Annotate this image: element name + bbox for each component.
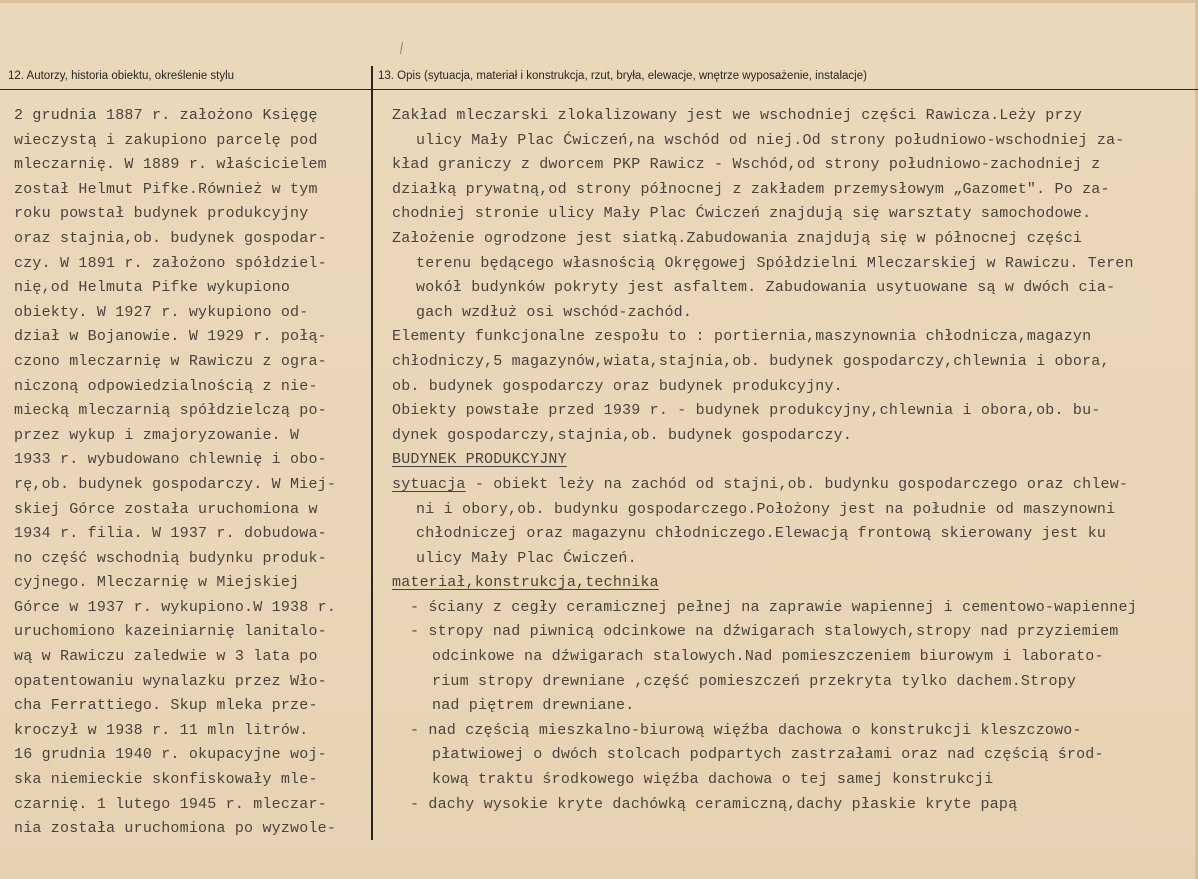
- history-line: skiej Górce została uruchomiona w: [14, 500, 318, 518]
- description-line: wokół budynków pokryty jest asfaltem. Zabudowania usytuowane są w dwóch cia-: [416, 279, 1116, 297]
- history-line: dział w Bojanowie. W 1929 r. połą-: [14, 328, 327, 346]
- header-rule-left: [0, 89, 372, 90]
- column-divider: [371, 66, 373, 840]
- history-line: czy. W 1891 r. założono spółdziel-: [14, 254, 327, 272]
- description-line: - stropy nad piwnicą odcinkowe na dźwigarach stalowych,stropy nad przyziemiem: [410, 623, 1119, 641]
- description-line: odcinkowe na dźwigarach stalowych.Nad pomieszczeniem biurowym i laborato-: [432, 648, 1104, 666]
- history-line: obiekty. W 1927 r. wykupiono od-: [14, 303, 309, 321]
- description-line: chłodniczej oraz magazynu chłodniczego.Elewacją frontową skierowany jest ku: [416, 525, 1107, 543]
- description-line: rium stropy drewniane ,część pomieszczeń przekryta tylko dachem.Stropy: [432, 672, 1077, 690]
- history-line: mleczarnię. W 1889 r. właścicielem: [14, 156, 327, 174]
- history-line: no część wschodnią budynku produk-: [14, 549, 327, 567]
- history-line: cyjnego. Mleczarnię w Miejskiej: [14, 574, 300, 592]
- section-13-header: 13. Opis (sytuacja, materiał i konstrukcja, rzut, bryła, elewacje, wnętrze wyposażenie, instalacje): [378, 70, 867, 82]
- history-line: rę,ob. budynek gospodarczy. W Miej-: [14, 475, 337, 493]
- description-line: dynek gospodarczy,stajnia,ob. budynek gospodarczy.: [392, 426, 853, 444]
- history-line: opatentowaniu wynalazku przez Wło-: [14, 672, 327, 690]
- description-line: ulicy Mały Plac Ćwiczeń.: [416, 549, 637, 567]
- description-line: ulicy Mały Plac Ćwiczeń,na wschód od niej.Od strony południowo-wschodniej za-: [416, 131, 1125, 149]
- history-line: 16 grudnia 1940 r. okupacyjne woj-: [14, 746, 327, 764]
- description-line: Elementy funkcjonalne zespołu to : portiernia,maszynownia chłodnicza,magazyn: [392, 328, 1092, 346]
- description-line: materiał,konstrukcja,technika: [392, 574, 659, 592]
- description-line: - ściany z cegły ceramicznej pełnej na zaprawie wapiennej i cementowo-wapiennej: [410, 598, 1137, 616]
- history-line: 2 grudnia 1887 r. założono Księgę: [14, 107, 318, 124]
- history-line: oraz stajnia,ob. budynek gospodar-: [14, 229, 327, 247]
- paper-top-edge: [0, 0, 1198, 3]
- description-line: kową traktu środkowego więźba dachowa o tej samej konstrukcji: [432, 771, 994, 789]
- pencil-mark: [400, 42, 403, 54]
- history-line: czarnię. 1 lutego 1945 r. mleczar-: [14, 795, 327, 813]
- header-rule-right: [372, 89, 1198, 90]
- history-line: Górce w 1937 r. wykupiono.W 1938 r.: [14, 598, 337, 616]
- description-line: chłodniczy,5 magazynów,wiata,stajnia,ob. budynek gospodarczy,chlewnia i obora,: [392, 352, 1110, 370]
- history-line: nia została uruchomiona po wyzwole-: [14, 820, 337, 838]
- description-line: sytuacja - obiekt leży na zachód od stajni,ob. budynku gospodarczego oraz chlew-: [392, 475, 1129, 493]
- description-line: - dachy wysokie kryte dachówką ceramiczną,dachy płaskie kryte papą: [410, 795, 1018, 813]
- history-line: został Helmut Pifke.Również w tym: [14, 180, 318, 198]
- description-line: Obiekty powstałe przed 1939 r. - budynek produkcyjny,chlewnia i obora,ob. bu-: [392, 402, 1101, 420]
- description-line: nad piętrem drewniane.: [432, 697, 635, 715]
- history-line: czono mleczarnię w Rawiczu z ogra-: [14, 352, 327, 370]
- history-text-column: [14, 104, 370, 842]
- history-line: kroczył w 1938 r. 11 mln litrów.: [14, 721, 309, 739]
- description-line: kład graniczy z dworcem PKP Rawicz - Wschód,od strony południowo-zachodniej z: [392, 156, 1101, 174]
- description-line: ob. budynek gospodarczy oraz budynek produkcyjny.: [392, 377, 843, 395]
- history-line: roku powstał budynek produkcyjny: [14, 205, 309, 223]
- history-line: cha Ferrattiego. Skup mleka prze-: [14, 697, 318, 715]
- description-line: ni i obory,ob. budynku gospodarczego.Położony jest na południe od maszynowni: [416, 500, 1116, 518]
- description-line: BUDYNEK PRODUKCYJNY: [392, 451, 567, 469]
- history-line: 1933 r. wybudowano chlewnię i obo-: [14, 451, 327, 469]
- description-line: - nad częścią mieszkalno-biurową więźba dachowa o konstrukcji kleszczowo-: [410, 721, 1082, 739]
- history-line: uruchomiono kazeiniarnię lanitalo-: [14, 623, 327, 641]
- description-line: Założenie ogrodzone jest siatką.Zabudowania znajdują się w północnej części: [392, 229, 1083, 247]
- description-text-column: [392, 104, 1192, 817]
- description-line: gach wzdłuż osi wschód-zachód.: [416, 303, 693, 321]
- history-line: nię,od Helmuta Pifke wykupiono: [14, 279, 291, 297]
- history-line: niczoną odpowiedzialnością z nie-: [14, 377, 318, 395]
- section-12-header: 12. Autorzy, historia obiektu, określenie stylu: [8, 70, 235, 82]
- description-line: Zakład mleczarski zlokalizowany jest we wschodniej części Rawicza.Leży przy: [392, 107, 1083, 124]
- history-line: wieczystą i zakupiono parcelę pod: [14, 131, 318, 149]
- history-line: przez wykup i zmajoryzowanie. W: [14, 426, 300, 444]
- history-line: miecką mleczarnią spółdzielczą po-: [14, 402, 327, 420]
- description-line: płatwiowej o dwóch stolcach podpartych zastrzałami oraz nad częścią środ-: [432, 746, 1104, 764]
- history-line: wą w Rawiczu zaledwie w 3 lata po: [14, 648, 318, 666]
- history-line: ska niemieckie skonfiskowały mle-: [14, 771, 318, 789]
- description-line: chodniej stronie ulicy Mały Plac Ćwiczeń znajdują się warsztaty samochodowe.: [392, 205, 1092, 223]
- description-line: działką prywatną,od strony północnej z zakładem przemysłowym „Gazomet". Po za-: [392, 180, 1110, 198]
- description-line: terenu będącego własnością Okręgowej Spółdzielni Mleczarskiej w Rawiczu. Teren: [416, 254, 1134, 272]
- history-line: 1934 r. filia. W 1937 r. dobudowa-: [14, 525, 327, 543]
